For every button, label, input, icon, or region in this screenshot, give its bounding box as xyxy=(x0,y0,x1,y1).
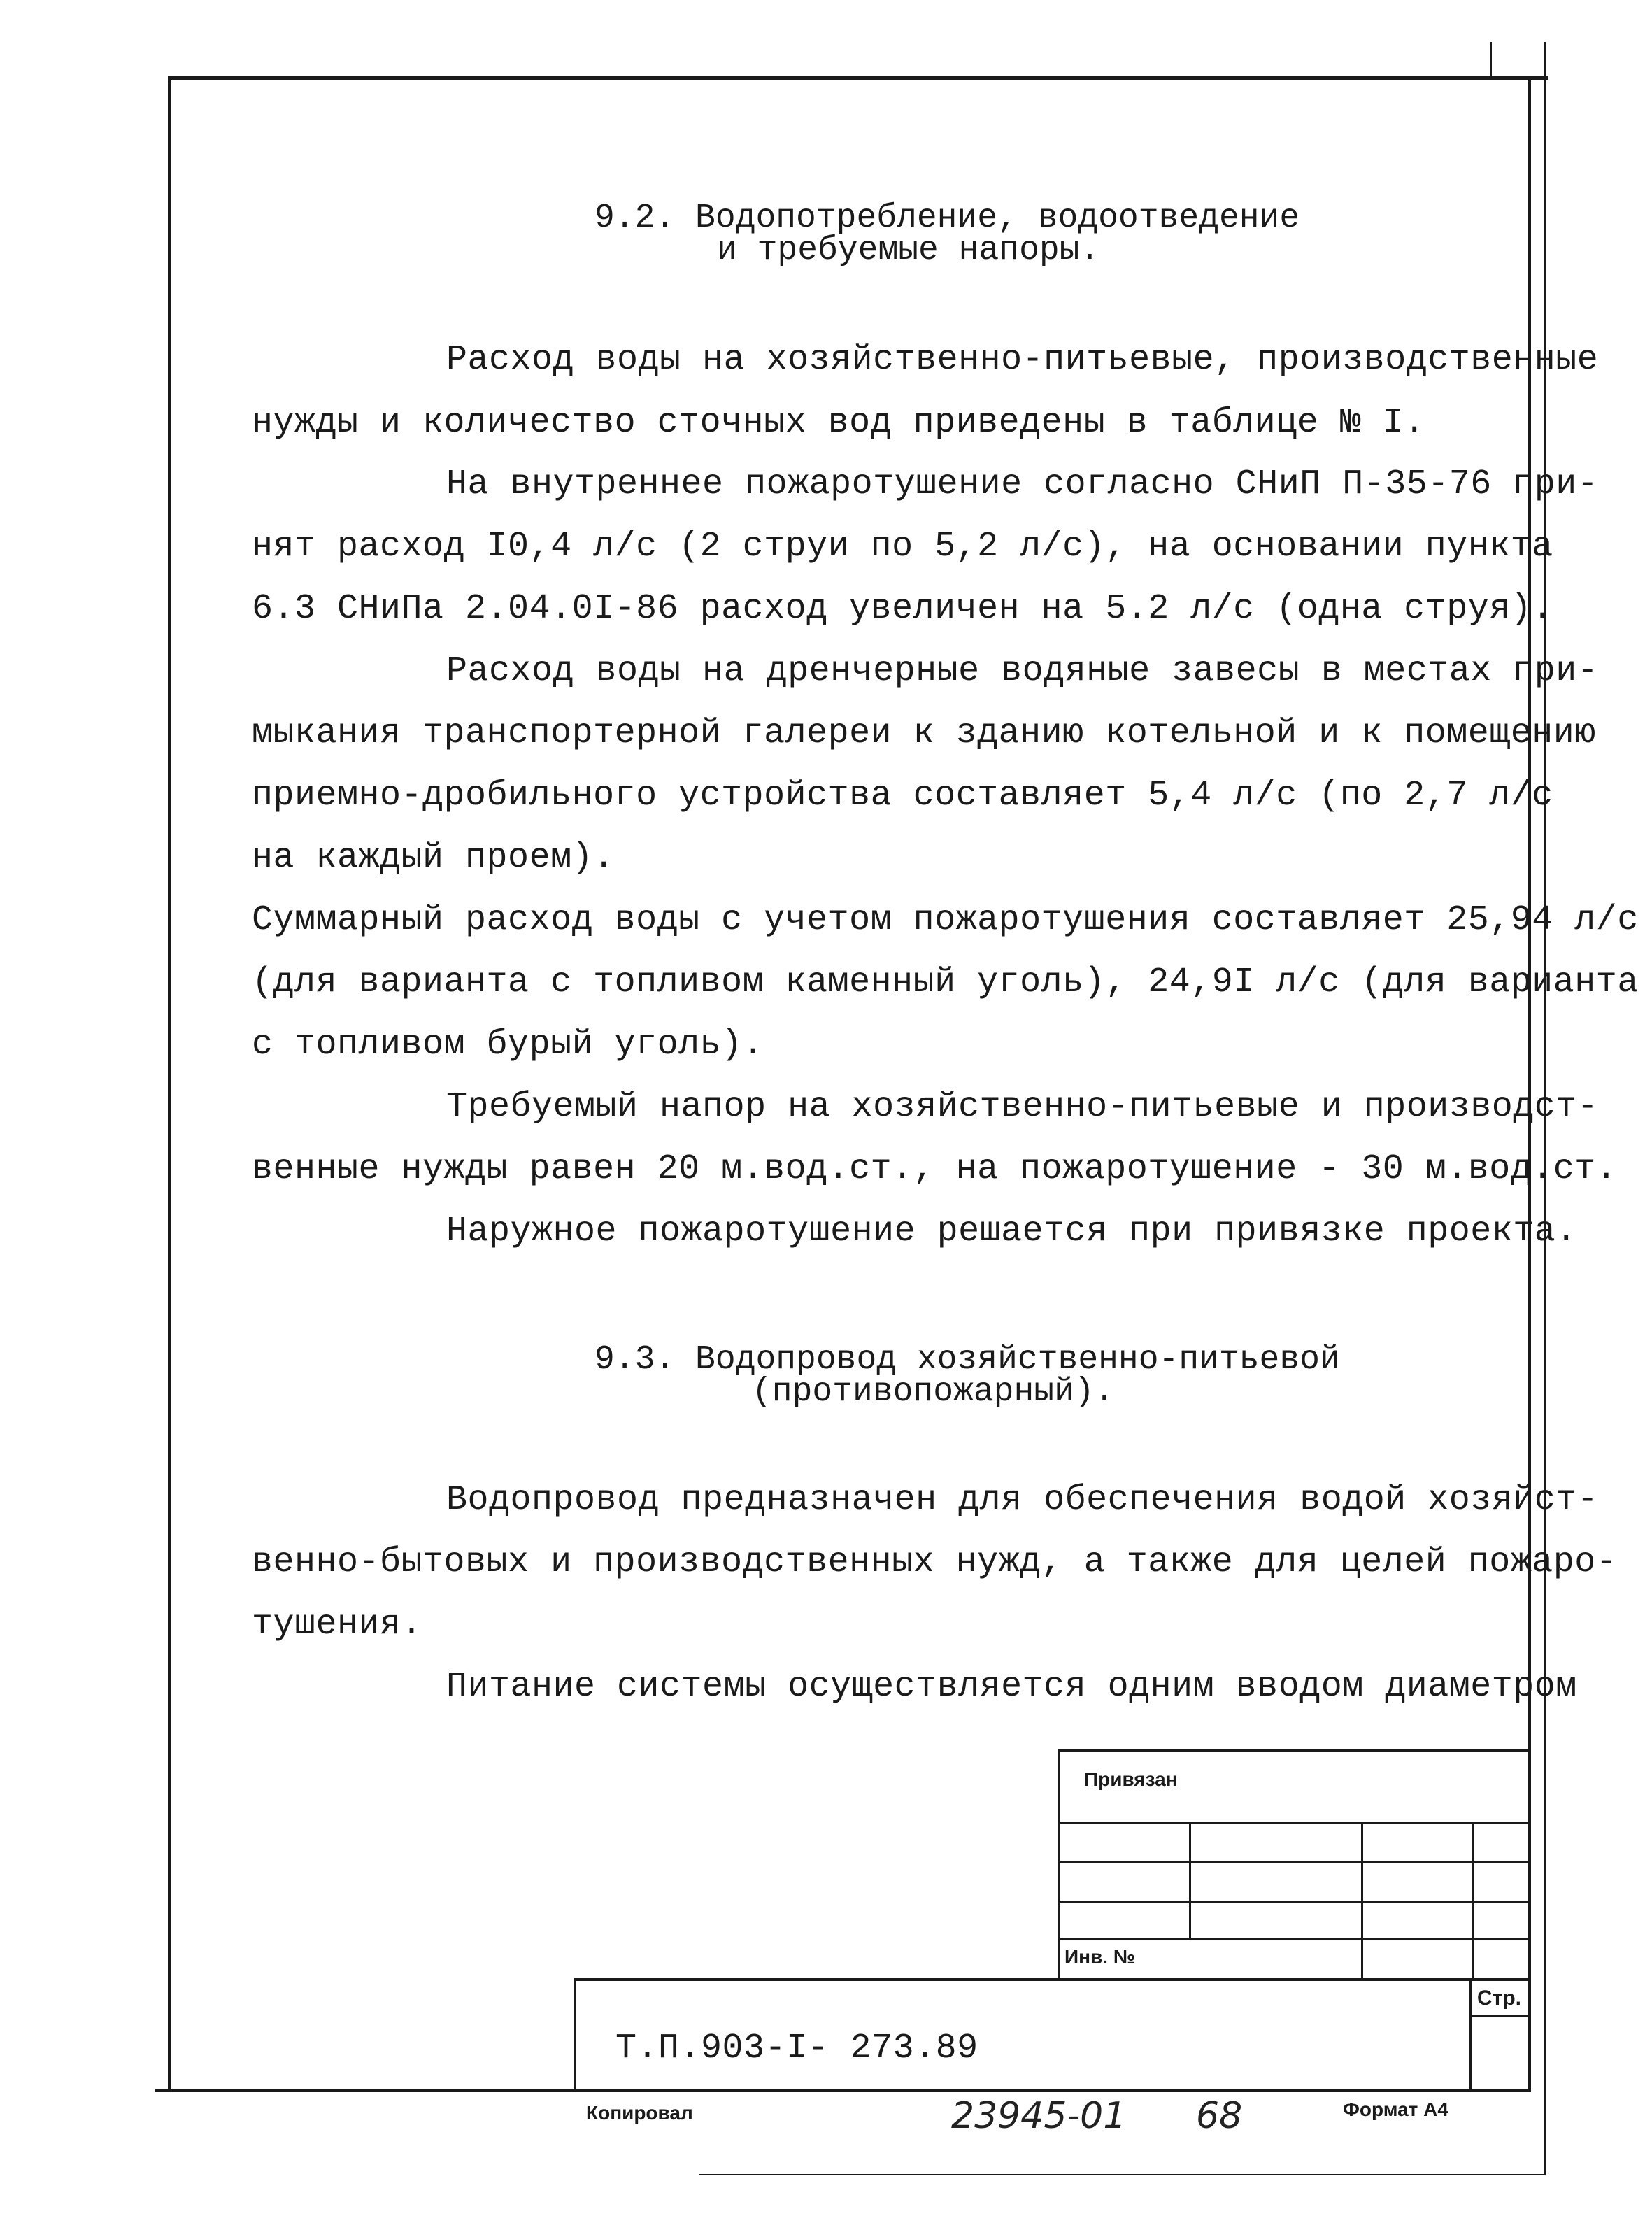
text-line: с топливом бурый уголь). xyxy=(252,1025,764,1065)
text-line: Питание системы осуществляется одним вводом диаметром xyxy=(446,1667,1577,1707)
frame-top-notch xyxy=(1490,42,1492,77)
frame-left xyxy=(168,76,171,2089)
document-code: Т.П.903-I- 273.89 xyxy=(615,2029,978,2068)
text-line: Требуемый напор на хозяйственно-питьевые и производст- xyxy=(446,1087,1599,1127)
text-line: нят расход I0,4 л/с (2 струи по 5,2 л/с), на основании пункта xyxy=(252,527,1553,567)
text-line: венные нужды равен 20 м.вод.ст., на пожаротушение - 30 м.вод.ст. xyxy=(252,1149,1618,1189)
text-line: 6.3 СНиПа 2.04.0I-86 расход увеличен на 5.2 л/с (одна струя). xyxy=(252,589,1553,629)
copied-label: Копировал xyxy=(586,2102,693,2124)
text-line: Водопровод предназначен для обеспечения водой хозяйст- xyxy=(446,1480,1599,1520)
text-line: Расход воды на хозяйственно-питьевые, производственные xyxy=(446,340,1599,380)
text-line: Наружное пожаротушение решается при привязке проекта. xyxy=(446,1212,1577,1251)
text-line: (для варианта с топливом каменный уголь), 24,9I л/с (для варианта xyxy=(252,963,1639,1002)
archive-number: 23945-01 xyxy=(951,2095,1127,2137)
text-line: мыкания транспортерной галереи к зданию котельной и к помещению xyxy=(252,713,1596,753)
page-label: Стр. xyxy=(1477,1987,1522,2010)
text-line: нужды и количество сточных вод приведены в таблице № I. xyxy=(252,403,1425,443)
frame-top xyxy=(168,76,1548,80)
sheet-number: 68 xyxy=(1196,2095,1243,2137)
section-9-3-title: 9.3. Водопровод хозяйственно-питьевой xyxy=(594,1341,1340,1379)
text-line: Расход воды на дренчерные водяные завесы в местах при- xyxy=(446,651,1599,691)
section-9-2-subtitle: и требуемые напоры. xyxy=(717,232,1100,269)
inv-label: Инв. № xyxy=(1064,1946,1136,1968)
text-line: Суммарный расход воды с учетом пожаротушения составляет 25,94 л/с xyxy=(252,900,1639,940)
text-line: На внутреннее пожаротушение согласно СНиП П-35-76 при- xyxy=(446,464,1599,504)
text-line: приемно-дробильного устройства составляет 5,4 л/с (по 2,7 л/с xyxy=(252,776,1553,816)
section-9-3-subtitle: (противопожарный). xyxy=(752,1373,1115,1411)
text-line: тушения. xyxy=(252,1605,423,1645)
format-label: Формат А4 xyxy=(1343,2098,1448,2120)
frame-bottom xyxy=(155,2089,1531,2092)
section-9-2-title: 9.2. Водопотребление, водоотведение xyxy=(594,199,1300,237)
attached-label: Привязан xyxy=(1084,1768,1178,1790)
frame-bottom-outer xyxy=(699,2174,1546,2175)
text-line: на каждый проем). xyxy=(252,838,615,878)
text-line: венно-бытовых и производственных нужд, а также для целей пожаро- xyxy=(252,1542,1618,1582)
